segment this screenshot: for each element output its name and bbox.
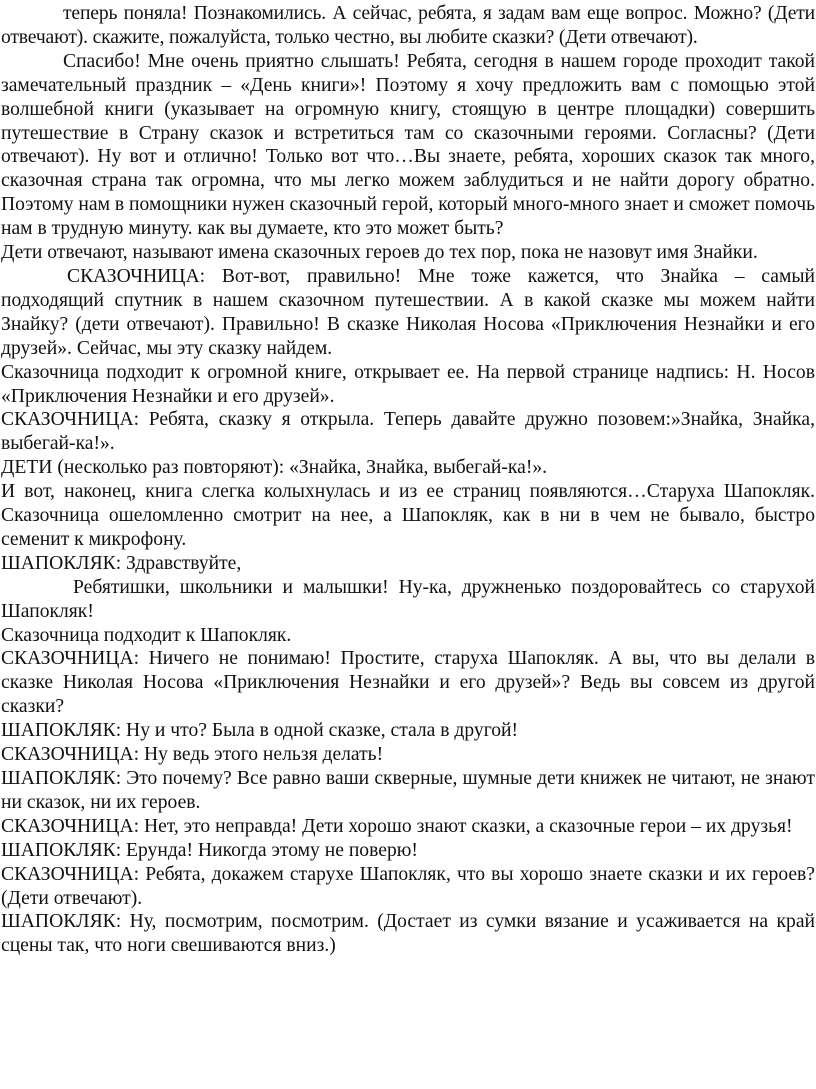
paragraph-book-day: Спасибо! Мне очень приятно слышать! Ребята, сегодня в нашем городе проходит такой замечательный праздник – «День книги»! Поэтому я хочу предложить вам с помощью этой волшебной книги (указывает на огромную книгу, стоящую в центре площадки) совершить путешествие в Страну сказок и встретиться там со сказочными героями. Согласны? (Дети отвечают). Ну вот и отлично! Только вот что…Вы знаете, ребята, хороших сказок так много, сказочная страна так огромна, что мы легко можем заблудиться и не найти дорогу обратно. Поэтому нам в помощники нужен сказочный герой, который много-много знает и сможет помочь нам в трудную минуту. как вы думаете, кто это может быть? (1, 50, 815, 240)
paragraph-children-call: ДЕТИ (несколько раз повторяют): «Знайка, Знайка, выбегай-ка!». (1, 457, 548, 479)
paragraph-storyteller-confused: СКАЗОЧНИЦА: Ничего не понимаю! Простите, старуха Шапокляк. А вы, что вы делали в сказке Николая Носова «Приключения Незнайки и его друзей»? Ведь вы совсем из другой сказки? (1, 648, 815, 718)
paragraph-storyteller-approaches: Сказочница подходит к Шапокляк. (1, 624, 292, 646)
paragraph-children-answer: Дети отвечают, называют имена сказочных героев до тех пор, пока не назовут имя Знайки. (1, 242, 758, 264)
paragraph-storyteller-not-allowed: СКАЗОЧНИЦА: Ну ведь этого нельзя делать! (1, 744, 384, 766)
paragraph-storyteller-friends: СКАЗОЧНИЦА: Нет, это неправда! Дети хорошо знают сказки, а сказочные герои – их друзья! (1, 815, 793, 837)
paragraph-storyteller-prove: СКАЗОЧНИЦА: Ребята, докажем старухе Шапокляк, что вы хорошо знаете сказки и их героев? (Дети отвечают). (1, 863, 815, 909)
paragraph-open-book: Сказочница подходит к огромной книге, открывает ее. На первой странице надпись: Н. Носов «Приключения Незнайки и его друзей». (1, 361, 815, 407)
paragraph-shapoklyak-so-what: ШАПОКЛЯК: Ну и что? Была в одной сказке, стала в другой! (1, 720, 519, 742)
paragraph-shapoklyak-children: ШАПОКЛЯК: Это почему? Все равно ваши скверные, шумные дети книжек не читают, не знают ни сказок, ни их героев. (1, 768, 815, 813)
paragraph-shapoklyak-hello: ШАПОКЛЯК: Здравствуйте, (1, 552, 242, 574)
paragraph-storyteller-znayka: СКАЗОЧНИЦА: Вот-вот, правильно! Мне тоже кажется, что Знайка – самый подходящий спутник в нашем сказочном путешествии. А в какой сказке мы можем найти Знайку? (дети отвечают). Правильно! В сказке Николая Носова «Приключения Незнайки и его друзей». Сейчас, мы эту сказку найдем. (1, 265, 815, 359)
paragraph-shapoklyak-greeting: Ребятишки, школьники и малышки! Ну-ка, дружненько поздоровайтесь со старухой Шапокляк! (1, 576, 815, 622)
paragraph-shapoklyak-nonsense: ШАПОКЛЯК: Ерунда! Никогда этому не поверю! (1, 839, 418, 861)
paragraph-intro-question: теперь поняла! Познакомились. А сейчас, ребята, я задам вам еще вопрос. Можно? (Дети отвечают). скажите, пожалуйста, только честно, вы любите сказки? (Дети отвечают). (1, 3, 815, 48)
paragraph-storyteller-call: СКАЗОЧНИЦА: Ребята, сказку я открыла. Теперь давайте дружно позовем:»Знайка, Знайка, выбегай-ка!». (1, 409, 815, 455)
paragraph-shapoklyak-knitting: ШАПОКЛЯК: Ну, посмотрим, посмотрим. (Достает из сумки вязание и усаживается на край сцены так, что ноги свешиваются вниз.) (1, 911, 815, 957)
paragraph-shapoklyak-appears: И вот, наконец, книга слегка колыхнулась и из ее страниц появляются…Старуха Шапокляк. Сказочница ошеломленно смотрит на нее, а Шапокляк, как в ни в чем не бывало, быстро семенит к микрофону. (1, 481, 815, 550)
